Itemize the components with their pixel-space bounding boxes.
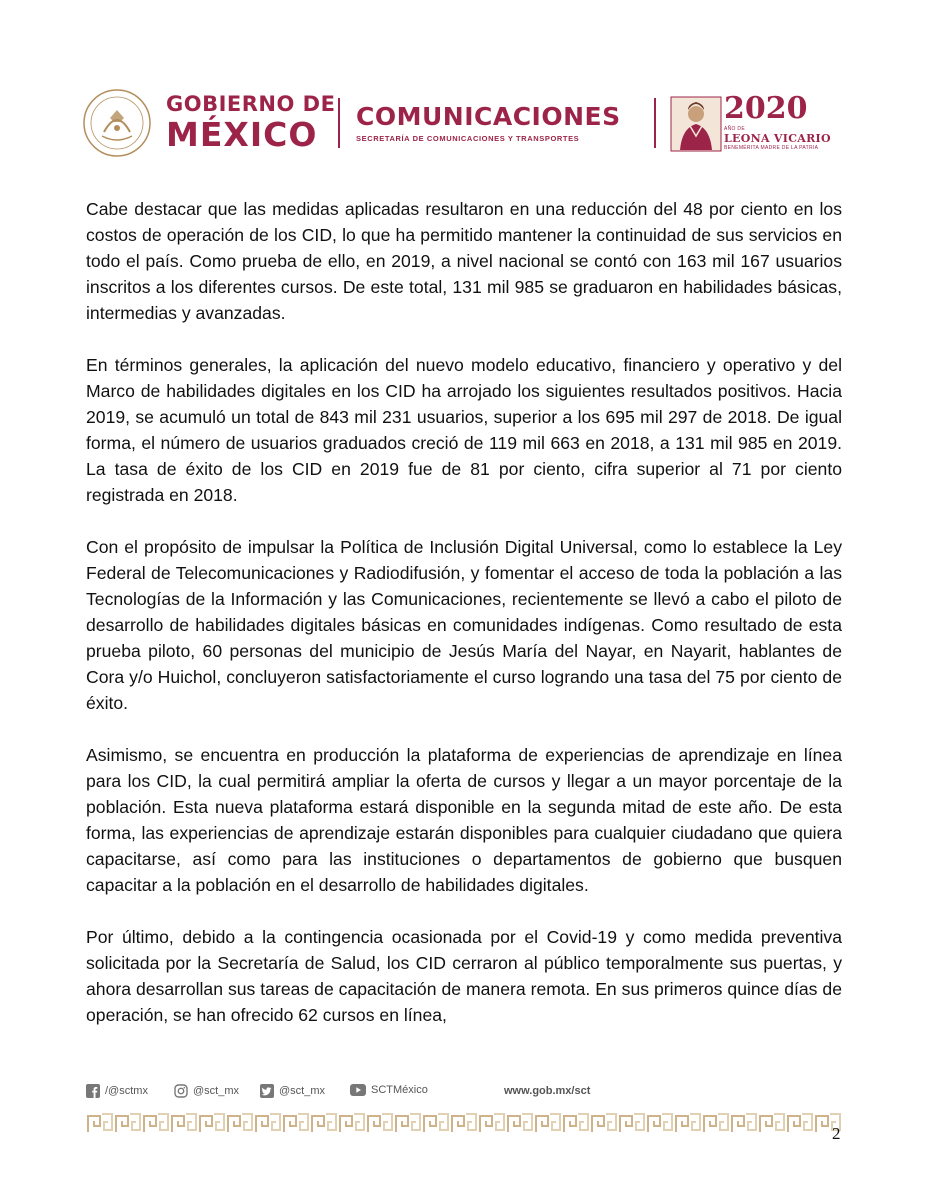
year-number: 2020: [724, 91, 808, 126]
instagram-handle: @sct_mx: [193, 1085, 240, 1097]
footer-facebook[interactable]: [86, 1084, 148, 1098]
year-tagline: BENEMÉRITA MADRE DE LA PATRIA: [724, 145, 819, 151]
year-name: LEONA VICARIO: [724, 132, 831, 145]
paragraph: Cabe destacar que las medidas aplicadas resultaron en una reducción del 48 por ciento en los costos de operación de los CID, lo que ha permitido mantener la continuidad de sus servicios en todo el país. Como prueba de ello, en 2019, a nivel nacional se contó con 163 mil 167 usuarios inscritos a los diferentes cursos. De este total, 131 mil 985 se graduaron en habilidades básicas, intermedias y avanzadas.: [86, 199, 842, 323]
twitter-handle: @sct_mx: [279, 1085, 326, 1097]
footer-twitter[interactable]: [260, 1084, 325, 1098]
comunicaciones-subtitle: SECRETARÍA DE COMUNICACIONES Y TRANSPORTES: [356, 134, 580, 143]
facebook-icon: [86, 1084, 100, 1098]
gobierno-line2: MÉXICO: [166, 115, 318, 154]
twitter-icon: [260, 1084, 274, 1098]
coat-of-arms-icon: [80, 88, 154, 158]
header-divider: [654, 98, 656, 148]
paragraph: En términos generales, la aplicación del nuevo modelo educativo, financiero y operativo y del Marco de habilidades digitales en los CID ha arrojado los siguientes resultados positivos. Hacia 2019, se acumuló un total de 843 mil 231 usuarios, superior a los 695 mil 297 de 2018. De igual forma, el número de usuarios graduados creció de 119 mil 663 en 2018, a 131 mil 985 en 2019. La tasa de éxito de los CID en 2019 fue de 81 por ciento, cifra superior al 71 por ciento registrada en 2018.: [86, 355, 842, 505]
paragraph: Con el propósito de impulsar la Política de Inclusión Digital Universal, como lo establece la Ley Federal de Telecomunicaciones y Radiodifusión, y fomentar el acceso de toda la población a las Tecnologías de la Información y las Comunicaciones, recientemente se llevó a cabo el piloto de desarrollo de habilidades digitales básicas en comunidades indígenas. Como resultado de esta prueba piloto, 60 personas del municipio de Jesús María del Nayar, en Nayarit, hablantes de Cora y/o Huichol, concluyeron satisfactoriamente el curso logrando una tasa del 75 por ciento de éxito.: [86, 537, 842, 713]
year-small-label: AÑO DE: [724, 126, 745, 132]
paragraph: Por último, debido a la contingencia ocasionada por el Covid-19 y como medida preventiva solicitada por la Secretaría de Salud, los CID cerraron al público temporalmente sus puertas, y ahora desarrollan sus tareas de capacitación de manera remota. En sus primeros quince días de operación, se han ofrecido 62 cursos en línea,: [86, 927, 842, 1025]
website-link[interactable]: www.gob.mx/sct: [504, 1085, 591, 1097]
footer-instagram[interactable]: [174, 1084, 239, 1098]
comunicaciones-title: COMUNICACIONES: [356, 102, 621, 131]
letterhead: [80, 88, 840, 158]
footer: [86, 1082, 842, 1102]
comunicaciones-logo: [356, 104, 621, 143]
instagram-icon: [174, 1084, 188, 1098]
header-divider: [338, 98, 340, 148]
paragraph: Asimismo, se encuentra en producción la plataforma de experiencias de aprendizaje en línea para los CID, la cual permitirá ampliar la oferta de cursos y llegar a un mayor porcentaje de la población. Esta nueva plataforma estará disponible en la segunda mitad de este año. De esta forma, las experiencias de aprendizaje estarán disponibles para cualquier ciudadano que quiera capacitarse, así como para las instituciones o departamentos de gobierno que busquen capacitar a la población en el desarrollo de habilidades digitales.: [86, 745, 842, 895]
decorative-pattern-band: [86, 1110, 842, 1136]
youtube-handle: SCTMéxico: [371, 1084, 428, 1096]
facebook-handle: /@sctmx: [105, 1085, 148, 1097]
page-number: 2: [832, 1124, 841, 1143]
document-body: [86, 196, 842, 1054]
youtube-icon: [350, 1084, 366, 1096]
gobierno-logo-text: [166, 92, 336, 154]
gobierno-line1: GOBIERNO DE: [166, 92, 336, 116]
leona-vicario-portrait-icon: [670, 96, 722, 152]
leona-vicario-year-logo: [724, 91, 831, 151]
footer-youtube[interactable]: [350, 1084, 428, 1096]
